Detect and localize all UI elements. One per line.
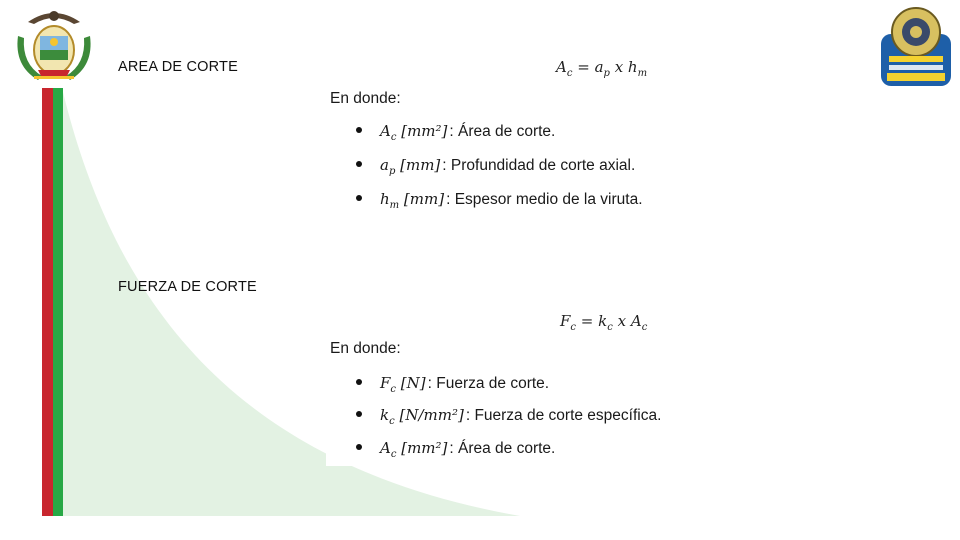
- bullet-dot: [356, 161, 362, 167]
- bullet-dot: [356, 195, 362, 201]
- symbol: $A_c$ [mm²]: [380, 439, 448, 460]
- formula-lhs-sub: c: [566, 68, 573, 79]
- formula-equals: =: [576, 312, 599, 330]
- force-heading: FUERZA DE CORTE: [118, 279, 257, 295]
- list-item: [356, 439, 555, 460]
- formula-term-a-sub: c: [607, 322, 613, 333]
- bullet-dot: [356, 379, 362, 385]
- formula-term-a-sub: p: [603, 68, 610, 79]
- formula-equals: =: [572, 58, 595, 76]
- red-stripe: [42, 88, 53, 516]
- description: : Espesor medio de la viruta.: [446, 191, 643, 208]
- description: : Fuerza de corte específica.: [465, 407, 662, 424]
- bullet-dot: [356, 127, 362, 133]
- bullet-dot: [356, 411, 362, 417]
- force-formula: [560, 312, 647, 333]
- symbol: $A_c$ [mm²]: [380, 122, 448, 143]
- symbol: $a_p$ [mm]: [380, 156, 441, 177]
- formula-times: x: [612, 312, 631, 330]
- description: : Fuerza de corte.: [427, 375, 550, 392]
- formula-term-b: h: [627, 58, 638, 76]
- symbol: $F_c$ [N]: [380, 374, 426, 395]
- symbol: $k_c$ [N/mm²]: [380, 406, 464, 427]
- list-item: [356, 190, 643, 211]
- university-crest-logo: [8, 6, 100, 86]
- formula-term-b-sub: m: [637, 68, 648, 79]
- formula-term-a: k: [598, 312, 608, 330]
- description: : Profundidad de corte axial.: [442, 157, 636, 174]
- force-definitions-panel: [326, 340, 726, 466]
- list-item: [356, 122, 555, 143]
- description: : Área de corte.: [449, 123, 556, 140]
- formula-term-a: a: [594, 58, 604, 76]
- list-item: [356, 156, 635, 177]
- area-heading: AREA DE CORTE: [118, 59, 238, 75]
- formula-term-b-sub: c: [641, 322, 648, 333]
- area-where-label: En donde:: [330, 90, 401, 107]
- area-formula: [556, 58, 647, 79]
- formula-lhs-sub: c: [570, 322, 577, 333]
- list-item: [356, 406, 661, 427]
- formula-lhs: A: [556, 58, 567, 76]
- area-definitions-panel: [326, 90, 706, 215]
- bullet-dot: [356, 444, 362, 450]
- green-stripe: [53, 88, 63, 516]
- force-where-label: En donde:: [330, 340, 401, 357]
- formula-term-b: A: [630, 312, 642, 330]
- symbol: $h_m$ [mm]: [380, 190, 445, 211]
- list-item: [356, 374, 549, 395]
- formula-times: x: [609, 58, 628, 76]
- formula-lhs: F: [560, 312, 571, 330]
- description: : Área de corte.: [449, 440, 556, 457]
- mecatronica-gear-badge-logo: [879, 4, 953, 88]
